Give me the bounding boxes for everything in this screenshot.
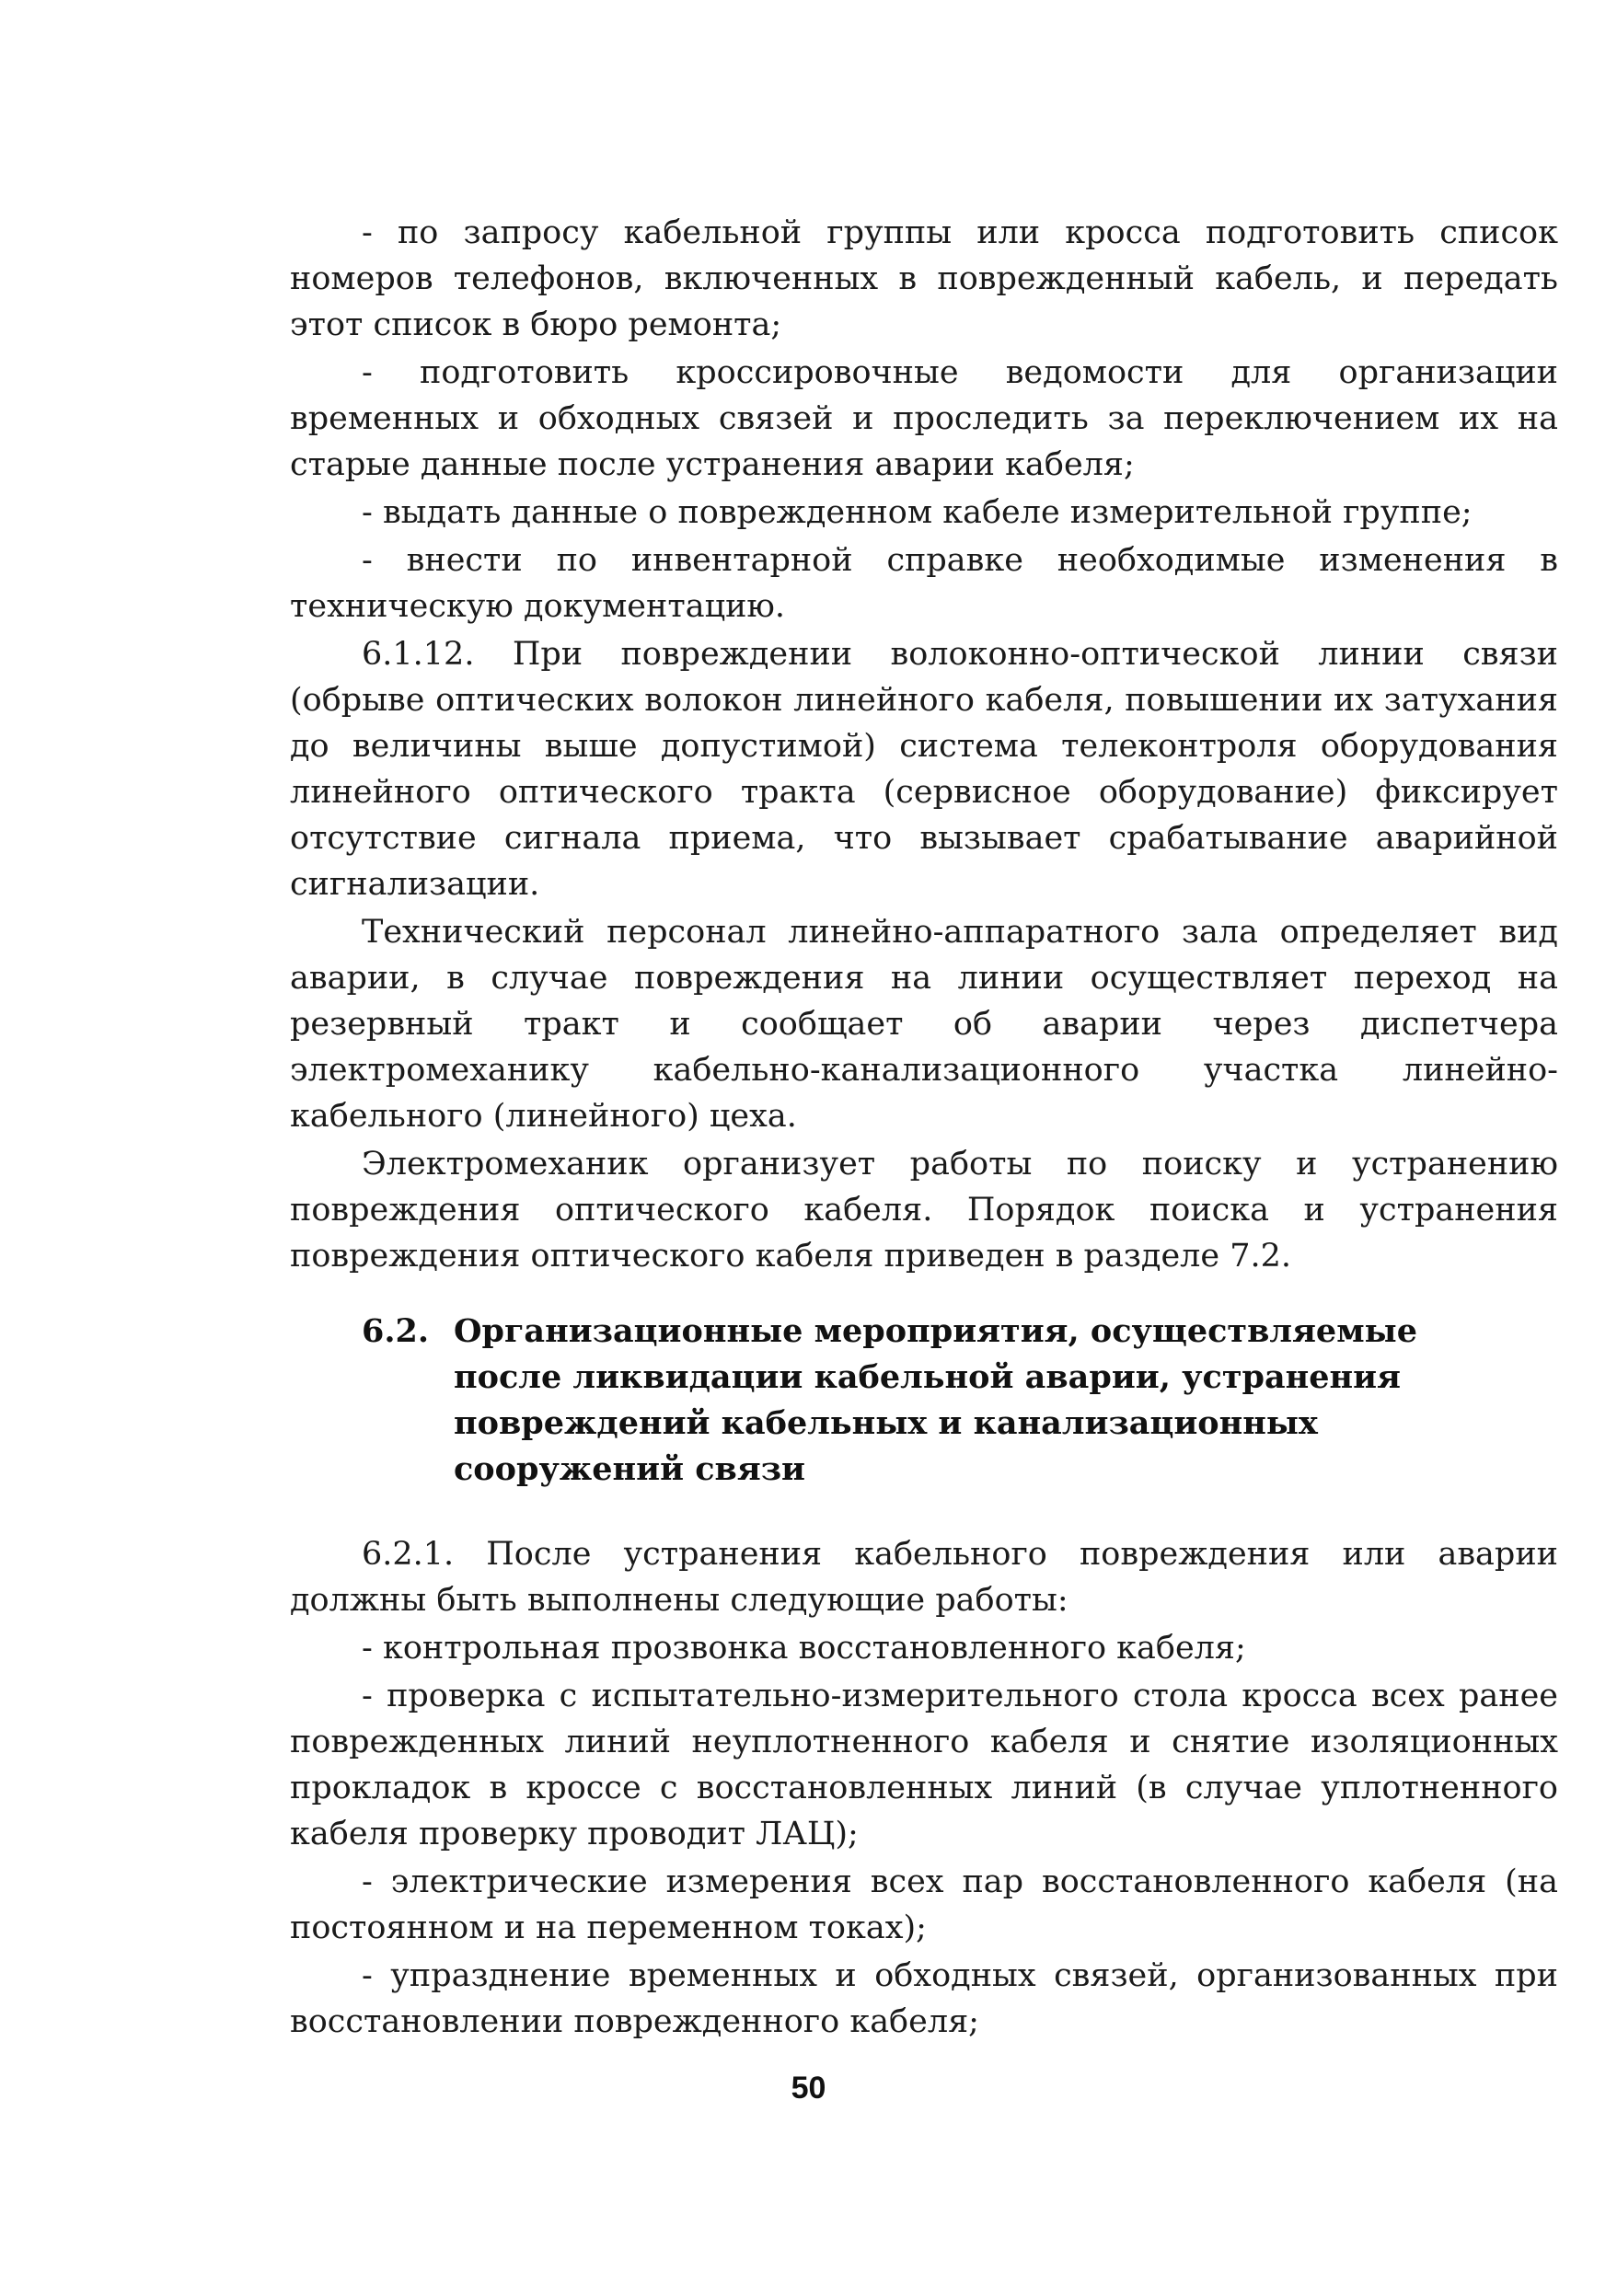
section-title: Организационные мероприятия, осуществляемые после ликвидации кабельной аварии, устранения повреждений кабельных и канализационных сооружений связи <box>454 1312 1417 1488</box>
paragraph: 6.1.12. При повреждении волоконно-оптической линии связи (обрыве оптических волокон линейного кабеля, повышении их затухания до величины выше допустимой) система телеконтроля оборудования линейного оптического тракта (сервисное оборудование) фиксирует отсутствие сигнала приема, что вызывает срабатывание аварийной сигнализации. <box>290 636 1558 903</box>
paragraph: - подготовить кроссировочные ведомости для организации временных и обходных связей и проследить за переключением их на старые данные после устранения аварии кабеля; <box>290 354 1558 483</box>
paragraph: 6.2.1. После устранения кабельного повреждения или аварии должны быть выполнены следующие работы: <box>290 1536 1558 1619</box>
paragraph: Технический персонал линейно-аппаратного зала определяет вид аварии, в случае повреждения на линии осуществляет переход на резервный тракт и сообщает об аварии через диспетчера электромеханику кабельно-канализационного участка линейно-кабельного (линейного) цеха. <box>290 914 1558 1135</box>
paragraph: - электрические измерения всех пар восстановленного кабеля (на постоянном и на переменном токах); <box>290 1863 1558 1946</box>
paragraph: - внести по инвентарной справке необходимые изменения в техническую документацию. <box>290 542 1558 625</box>
paragraph: - по запросу кабельной группы или кросса подготовить список номеров телефонов, включенных в поврежденный кабель, и передать этот список в бюро ремонта; <box>290 214 1558 343</box>
paragraph: Электромеханик организует работы по поиску и устранению повреждения оптического кабеля. Порядок поиска и устранения повреждения оптического кабеля приведен в разделе 7.2. <box>290 1146 1558 1275</box>
paragraph: - контрольная прозвонка восстановленного кабеля; <box>362 1630 1246 1667</box>
paragraph: - упразднение временных и обходных связей, организованных при восстановлении поврежденного кабеля; <box>290 1957 1558 2040</box>
section-heading <box>290 1309 1558 1493</box>
section-number: 6.2. <box>362 1312 430 1350</box>
page-number: 50 <box>791 2071 826 2106</box>
paragraph: - проверка с испытательно-измерительного стола кросса всех ранее поврежденных линий неуплотненного кабеля и снятие изоляционных прокладок в кроссе с восстановленных линий (в случае уплотненного кабеля проверку проводит ЛАЦ); <box>290 1678 1558 1852</box>
paragraph: - выдать данные о поврежденном кабеле измерительной группе; <box>362 494 1473 531</box>
page-body <box>290 210 1558 2047</box>
